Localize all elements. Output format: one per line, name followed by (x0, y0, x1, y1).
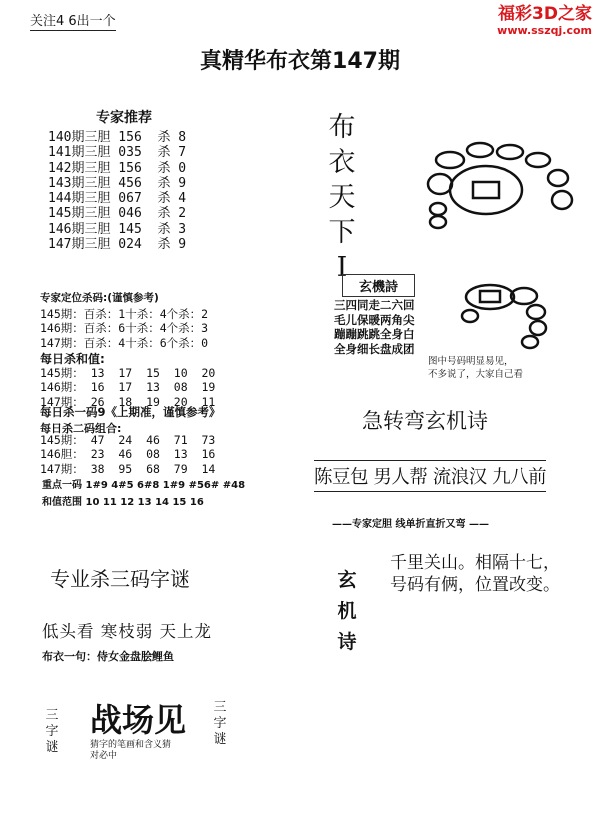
expert-recommend-list (48, 130, 186, 252)
poem-line: 蹦蹦跳跳全身白 (334, 327, 415, 341)
expert-recommend-title: 专家推荐 (96, 110, 152, 126)
list-item: 141期三胆 035 杀 7 (48, 145, 187, 161)
poem-line: 毛儿保暖两角尖 (334, 312, 415, 327)
list-item: 144期三胆 067 杀 4 (48, 191, 187, 207)
list-item: 147期： 26 18 19 20 11 (40, 394, 216, 409)
daily-sum-title: 每日杀和值: (40, 352, 105, 366)
vertical-char: 衣 (328, 147, 356, 178)
follow-note: 关注4 6出一个 (30, 10, 116, 31)
list-item: 145期： 47 24 46 71 73 (40, 433, 216, 447)
list-item: 143期三胆 456 杀 9 (48, 175, 187, 191)
vertical-char: 三 (213, 700, 227, 715)
key-code: 重点一码 1#9 4#5 6#8 1#9 #56# #48 (42, 480, 246, 491)
riddle-title: 专业杀三码字谜 (50, 567, 190, 591)
list-item: 147期三胆 024 杀 9 (48, 237, 187, 253)
position-kill-title: 专家定位杀码:(谨慎参考) (40, 292, 159, 304)
vertical-title (322, 110, 362, 285)
sharp-turn-title: 急转弯玄机诗 (362, 409, 488, 433)
daily-one-code: 每日杀一码9《上期准，谨慎参考》 (40, 405, 221, 419)
vertical-char: 机 (337, 600, 357, 622)
vertical-char: 下 (328, 217, 356, 248)
note-line: 图中号码明显易见， (428, 356, 514, 367)
xuanji-title: 玄機詩 (342, 274, 415, 297)
vertical-char: 天 (328, 182, 356, 213)
xuanji-lines (334, 298, 415, 356)
hint-line: 猜字的笔画和含义猜 (90, 740, 172, 750)
poem-text (390, 552, 560, 596)
brand-url[interactable]: www.sszqj.com (497, 24, 592, 37)
list-item: 145期：百杀：1十杀：4个杀：2 (40, 307, 209, 321)
phrase-line: 陈豆包 男人帮 流浪汉 九八前 (314, 460, 546, 492)
two-code-list (40, 433, 215, 476)
position-kill-list (40, 307, 208, 350)
poem-line: 三四同走二六回 (334, 298, 415, 312)
vertical-char: 布 (328, 112, 356, 143)
xuanji-note (428, 355, 523, 381)
vertical-char: 字 (213, 716, 227, 731)
sum-range: 和值范围 10 11 12 13 14 15 16 (42, 497, 204, 508)
list-item: 145期三胆 046 杀 2 (48, 206, 187, 222)
two-code-title: 每日杀二码组合: (40, 422, 122, 435)
vertical-poem-title (334, 565, 360, 658)
riddle-words: 低头看 寒枝弱 天上龙 (42, 622, 212, 641)
vertical-char: 字 (45, 724, 59, 739)
daily-sum-list (40, 366, 215, 409)
list-item: 140期三胆 156 杀 8 (48, 130, 187, 145)
riddle-hint (90, 740, 171, 762)
list-item: 147期：百杀：4十杀：6个杀：0 (40, 335, 209, 350)
list-item: 142期三胆 156 杀 0 (48, 160, 187, 176)
list-item: 146期：百杀：6十杀：4个杀：3 (40, 321, 209, 336)
note-line: 不多说了，大家自己看 (428, 369, 524, 380)
ring-chain-drawing-icon (458, 282, 563, 354)
vertical-char: 诗 (337, 631, 357, 653)
riddle-right-vertical (212, 700, 228, 748)
list-item: 146期： 16 17 13 08 19 (40, 380, 216, 395)
vertical-char: 谜 (213, 732, 227, 747)
vertical-char: 玄 (337, 569, 357, 591)
vertical-char: 谜 (45, 740, 59, 755)
vertical-char: I (336, 252, 348, 283)
list-item: 146胆： 23 46 08 13 16 (40, 447, 216, 462)
page-title: 真精华布衣第147期 (200, 49, 400, 74)
riddle-big-text: 战场见 (90, 701, 187, 739)
vertical-char: 三 (45, 708, 59, 723)
riddle-left-vertical (44, 708, 60, 756)
list-item: 146期三胆 145 杀 3 (48, 221, 187, 237)
coin-chain-drawing-icon (400, 138, 580, 243)
list-item: 145期： 13 17 15 10 20 (40, 366, 216, 380)
buyi-sentence: 布衣一句：侍女金盘脍鲤鱼 (42, 650, 174, 663)
poem-line: 全身细长盘成团 (334, 341, 415, 356)
brand-name: 福彩3D之家 (498, 4, 592, 24)
hint-line: 对必中 (90, 751, 118, 761)
list-item: 147期： 38 95 68 79 14 (40, 461, 216, 476)
site-brand[interactable] (497, 4, 592, 37)
expert-clue: ——专家定胆 线单折直折又弯 —— (332, 519, 489, 530)
poem-line: 千里关山。相隔十七， (390, 553, 560, 573)
poem-line: 号码有俩，位置改变。 (390, 575, 560, 595)
